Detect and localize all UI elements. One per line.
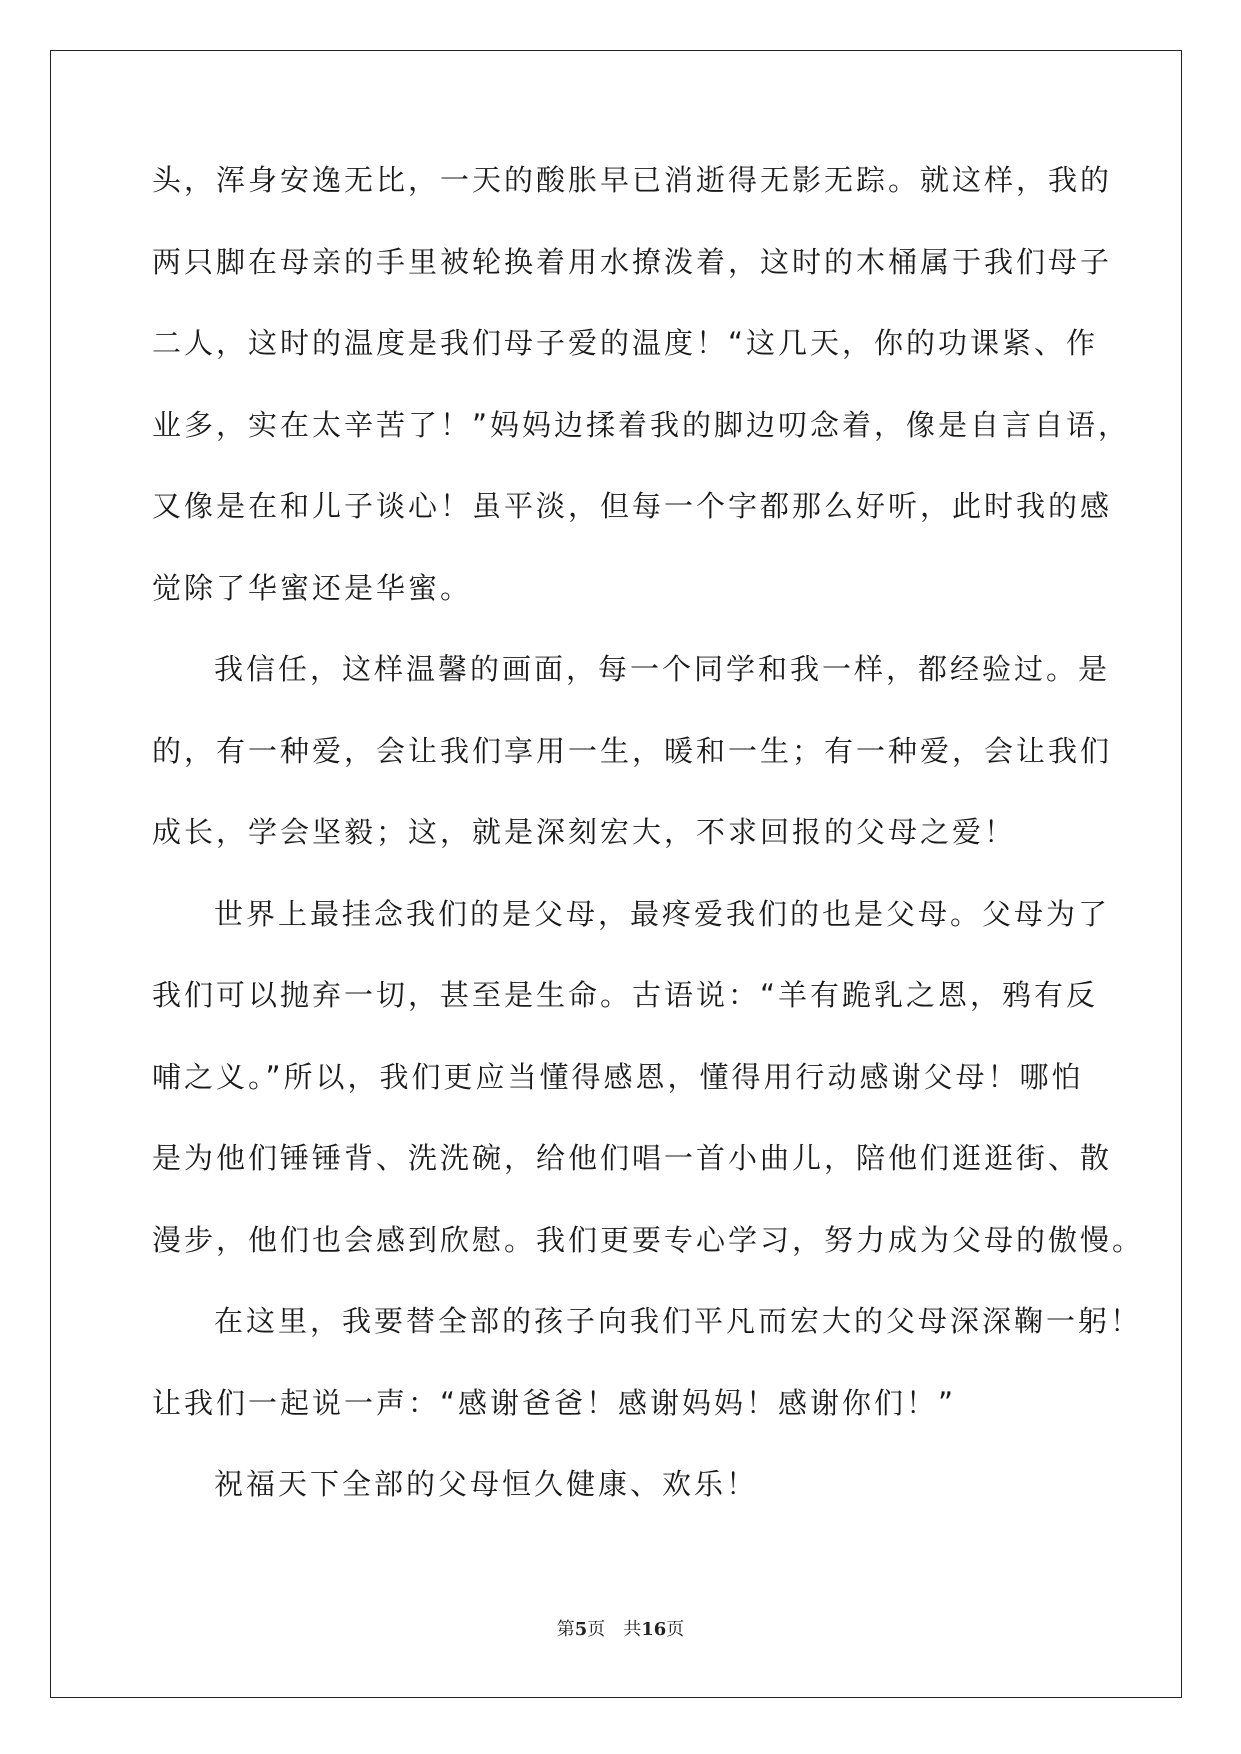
text-line: 是为他们锤锤背、洗洗碗，给他们唱一首小曲儿，陪他们逛逛街、散 bbox=[152, 1141, 1113, 1175]
text-line: 哺之义。”所以，我们更应当懂得感恩，懂得用行动感谢父母！哪怕 bbox=[152, 1059, 1084, 1094]
text-line: 又像是在和儿子谈心！虽平淡，但每一个字都那么好听，此时我的感 bbox=[152, 489, 1113, 523]
text-line: 漫步，他们也会感到欣慰。我们更要专心学习，努力成为父母的傲慢。 bbox=[152, 1222, 1145, 1257]
paragraph bbox=[152, 1444, 1102, 1526]
text-line: 觉除了华蜜还是华蜜。 bbox=[152, 570, 473, 605]
text-line: 二人，这时的温度是我们母子爱的温度！“这几天，你的功课紧、作 bbox=[152, 326, 1099, 360]
paragraph bbox=[152, 629, 1113, 874]
page-footer bbox=[0, 1615, 1241, 1641]
paragraph bbox=[152, 1281, 1143, 1444]
text-line: 头，浑身安逸无比，一天的酸胀早已消逝得无影无踪。就这样，我的 bbox=[152, 163, 1113, 197]
text-line: 成长，学会坚毅；这，就是深刻宏大，不求回报的父母之爱！ bbox=[152, 815, 1017, 849]
text-line: 我信任，这样温馨的画面，每一个同学和我一样，都经验过。是 bbox=[214, 652, 1111, 686]
document-body bbox=[152, 140, 1145, 1526]
total-page-number: 16 bbox=[641, 1619, 667, 1640]
paragraph bbox=[152, 140, 1131, 629]
text-line: 我们可以抛弃一切，甚至是生命。古语说：“羊有跪乳之恩，鸦有反 bbox=[152, 978, 1099, 1012]
text-line: 祝福天下全部的父母恒久健康、欢乐！ bbox=[214, 1467, 759, 1501]
footer-suffix: 页 bbox=[666, 1619, 685, 1640]
text-line: 两只脚在母亲的手里被轮换着用水撩泼着，这时的木桶属于我们母子 bbox=[152, 244, 1113, 279]
paragraph bbox=[152, 874, 1145, 1282]
text-line: 世界上最挂念我们的是父母，最疼爱我们的也是父母。父母为了 bbox=[214, 896, 1111, 931]
text-line: 在这里，我要替全部的孩子向我们平凡而宏大的父母深深鞠一躬！ bbox=[214, 1304, 1143, 1338]
text-line: 业多，实在太辛苦了！”妈妈边揉着我的脚边叨念着，像是自言自语， bbox=[152, 407, 1131, 442]
footer-prefix: 第 bbox=[556, 1619, 575, 1640]
current-page-number: 5 bbox=[574, 1619, 588, 1640]
text-line: 的，有一种爱，会让我们享用一生，暖和一生；有一种爱，会让我们 bbox=[152, 733, 1113, 768]
text-line: 让我们一起说一声：“感谢爸爸！感谢妈妈！感谢你们！” bbox=[152, 1385, 957, 1420]
footer-mid: 页 共 bbox=[587, 1619, 642, 1640]
